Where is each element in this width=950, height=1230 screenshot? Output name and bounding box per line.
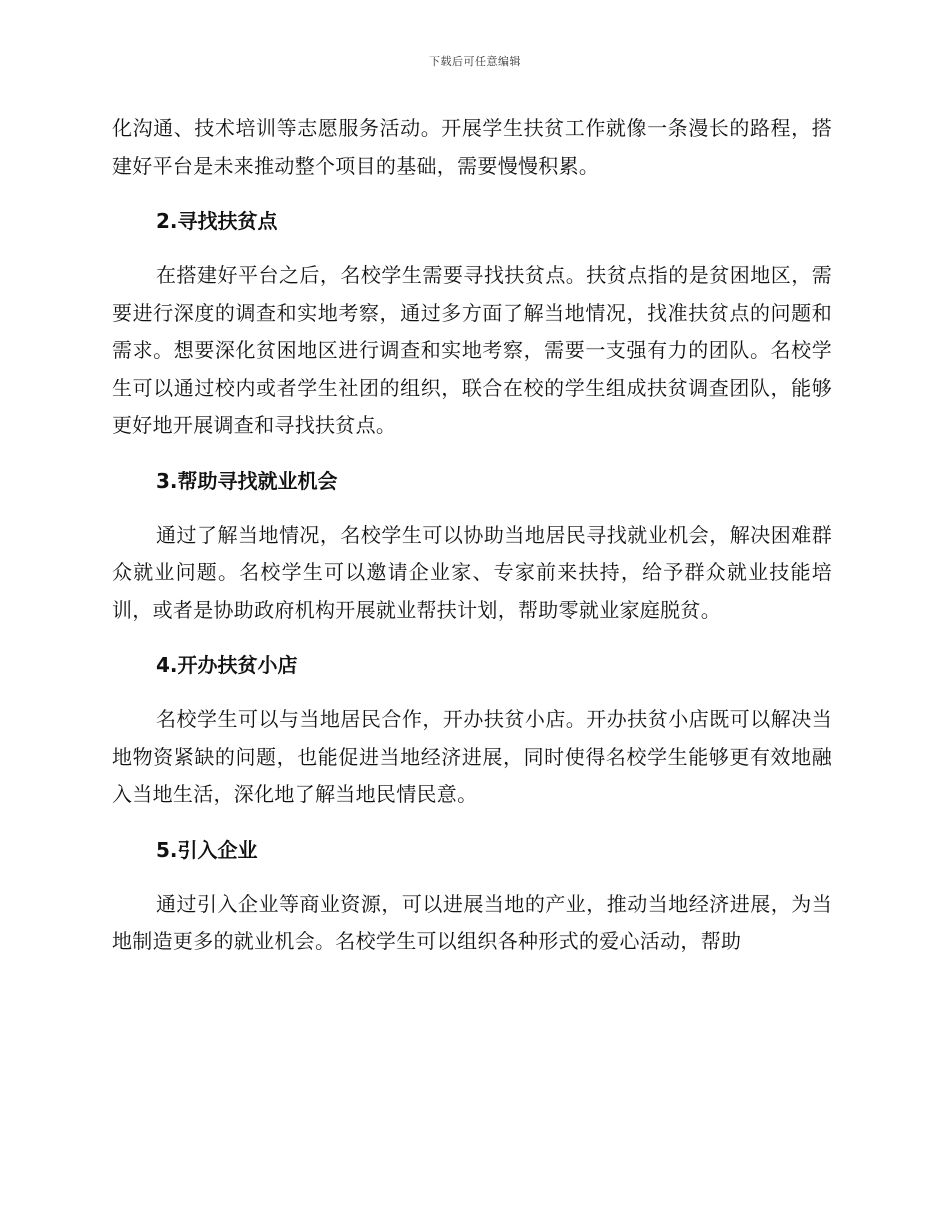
- paragraph-find-poverty-points: 在搭建好平台之后，名校学生需要寻找扶贫点。扶贫点指的是贫困地区，需要进行深度的调查和实地考察，通过多方面了解当地情况，找准扶贫点的问题和需求。想要深化贫困地区进行调查和实地考察，需要一支强有力的团队。名校学生可以通过校内或者学生社团的组织，联合在校的学生组成扶贫调查团队，能够更好地开展调查和寻找扶贫点。: [112, 263, 832, 437]
- paragraph-poverty-shop: 名校学生可以与当地居民合作，开办扶贫小店。开办扶贫小店既可以解决当地物资紧缺的问题，也能促进当地经济进展，同时使得名校学生能够更有效地融入当地生活，深化地了解当地民情民意。: [112, 707, 832, 806]
- paragraph-introduce-enterprises: 通过引入企业等商业资源，可以进展当地的产业，推动当地经济进展，为当地制造更多的就业机会。名校学生可以组织各种形式的爱心活动，帮助: [112, 891, 832, 953]
- section-heading-4: 4.开办扶贫小店: [156, 653, 298, 677]
- paragraph-employment: 通过了解当地情况，名校学生可以协助当地居民寻找就业机会，解决困难群众就业问题。名校学生可以邀请企业家、专家前来扶持，给予群众就业技能培训，或者是协助政府机构开展就业帮扶计划，帮助零就业家庭脱贫。: [112, 522, 832, 622]
- document-body: [112, 110, 832, 978]
- section-heading-2: 2.寻找扶贫点: [156, 209, 278, 233]
- paragraph-intro-continuation: 化沟通、技术培训等志愿服务活动。开展学生扶贫工作就像一条漫长的路程，搭建好平台是未来推动整个项目的基础，需要慢慢积累。: [112, 116, 832, 178]
- page-header: 下载后可任意编辑: [429, 55, 521, 68]
- section-heading-3: 3.帮助寻找就业机会: [156, 468, 338, 493]
- section-heading-5: 5.引入企业: [156, 837, 258, 862]
